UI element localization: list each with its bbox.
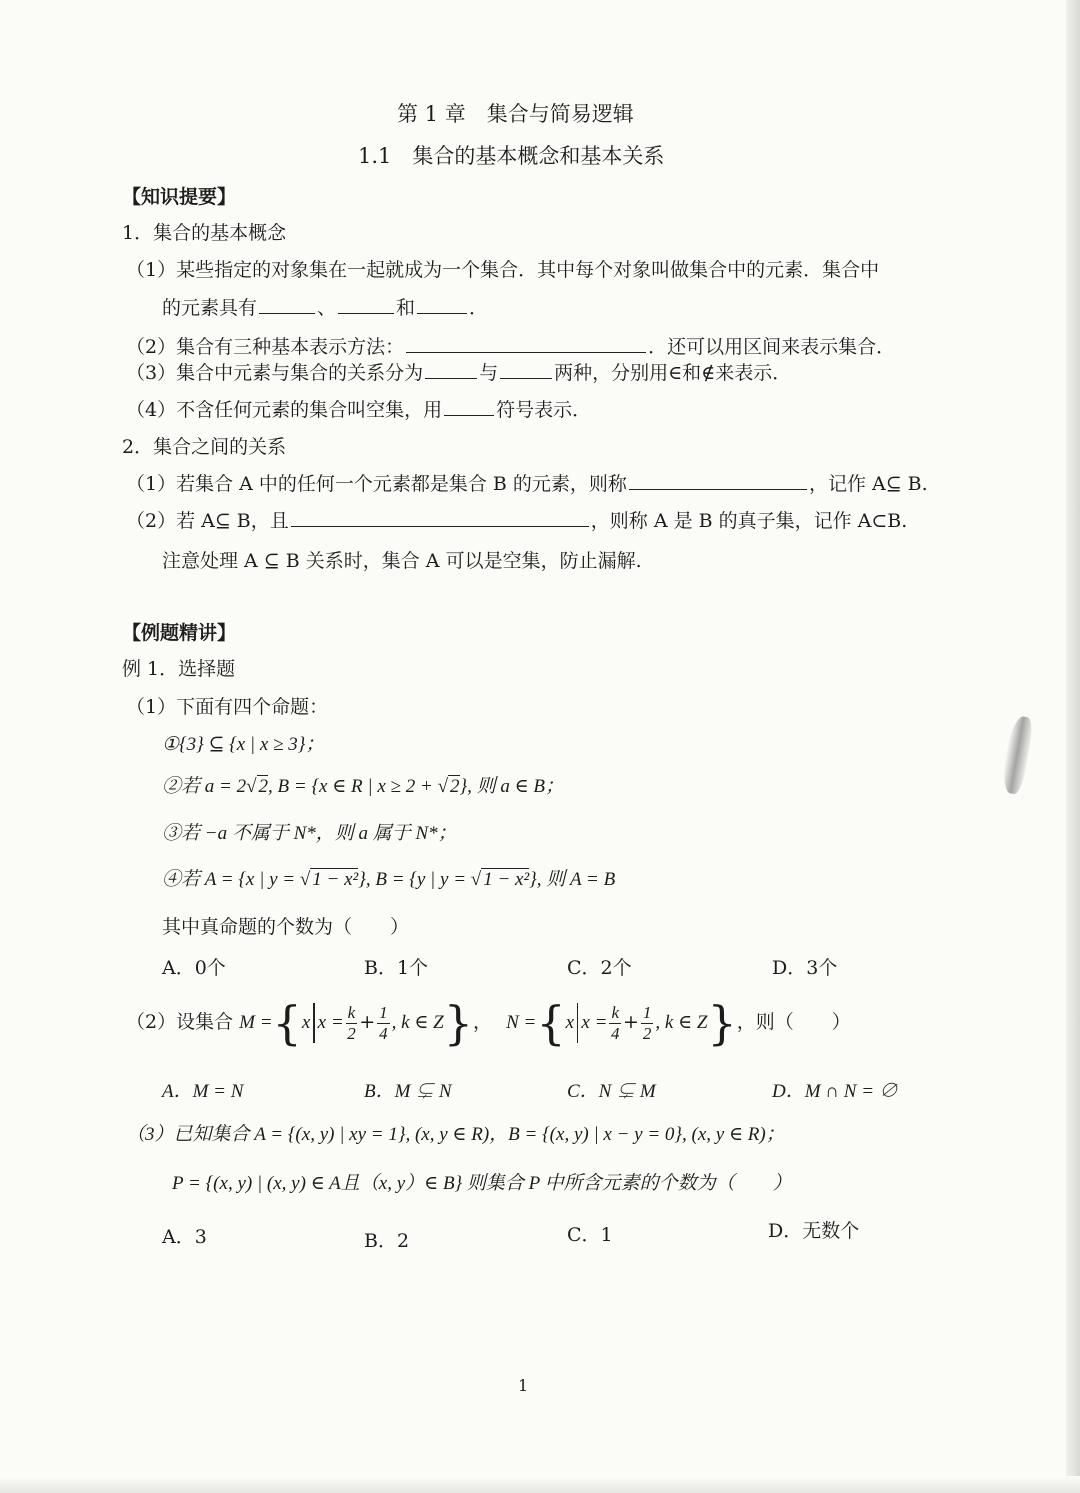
s1-p4-text-b: 符号表示．	[496, 399, 592, 421]
q2-m-frac2	[377, 1003, 390, 1043]
blank-2	[338, 297, 394, 314]
q2-n-lhs: N =	[506, 1012, 537, 1033]
frac-denominator: 4	[379, 1023, 388, 1043]
example-1-title: 例 1．选择题	[122, 658, 236, 680]
sqrt-sign: √	[299, 869, 311, 890]
frac-denominator: 4	[610, 1023, 620, 1043]
knowledge-heading: 【知识提要】	[122, 186, 237, 208]
page-bottom-shadow	[0, 1476, 1080, 1493]
q2-m-frac1	[346, 1003, 358, 1043]
q2-n-frac2	[641, 1003, 654, 1043]
q1-p4-e: }, 则 A = B	[529, 869, 616, 890]
q2-n-plus: +	[622, 1011, 639, 1033]
q2-sep: ，	[473, 1011, 493, 1033]
blank-9	[291, 510, 589, 527]
q3-option-d: D．无数个	[768, 1220, 860, 1242]
q1-ask: 其中真命题的个数为（ ）	[162, 916, 410, 938]
q2-option-d: D．M ∩ N = ∅	[772, 1081, 898, 1102]
q3-line-1: （3）已知集合 A = {(x, y) | xy = 1}, (x, y ∈ R)，B = {(x, y) | x − y = 0}, (x, y ∈ R)；	[126, 1124, 785, 1145]
blank-5	[425, 362, 477, 379]
frac-numerator: 1	[379, 1002, 388, 1022]
s1-p1-text-b: 、	[317, 297, 337, 319]
s2-p2-text-b: ，则称 A 是 B 的真子集，记作 A⊂B.	[590, 510, 908, 532]
q1-option-d: D．3个	[772, 957, 838, 979]
s1-p1-line1: （1）某些指定的对象集在一起就成为一个集合．其中每个对象叫做集合中的元素．集合中	[126, 259, 880, 281]
q2-n-tail: , k ∈ Z	[655, 1012, 708, 1033]
blank-8	[629, 473, 807, 490]
left-brace-icon: {	[272, 996, 302, 1050]
blank-7	[444, 399, 494, 416]
scan-smudge	[999, 715, 1034, 796]
q1-p2-a: ②若 a = 2	[162, 776, 247, 797]
s2-p1-text-b: ，记作 A⊆ B.	[808, 473, 928, 495]
s1-p1-text-c: 和	[396, 297, 416, 319]
q3-option-b: B．2	[364, 1230, 410, 1252]
s2-p1-text-a: （1）若集合 A 中的任何一个元素都是集合 B 的元素，则称	[126, 473, 627, 495]
q2-prefix: （2）设集合	[126, 1011, 234, 1033]
q2-m-tail: , k ∈ Z	[391, 1012, 444, 1033]
s1-p1-text-d: ．	[469, 297, 489, 319]
right-brace-icon: }	[707, 996, 737, 1050]
q1-p2-e: }, 则 a ∈ B；	[459, 776, 565, 797]
q2-option-c: C．N ⊊ M	[567, 1081, 656, 1102]
q2-n-var: x	[565, 1012, 575, 1033]
s2-p1	[126, 473, 928, 496]
set-bar	[313, 1003, 314, 1043]
frac-numerator: k	[347, 1002, 356, 1022]
s1-title: 1．集合的基本概念	[122, 222, 287, 244]
q1-proposition-2	[162, 776, 564, 799]
q1-p2-d: 2	[450, 776, 460, 797]
s1-p3-text-c: 两种，分别用∈和∉来表示．	[554, 362, 792, 384]
q1-p4-d: 1 − x²	[483, 869, 530, 890]
q2-m-eq: x =	[317, 1012, 344, 1033]
frac-denominator: 2	[642, 1023, 652, 1043]
sqrt-sign: √	[246, 776, 257, 797]
s2-note: 注意处理 A ⊆ B 关系时，集合 A 可以是空集，防止漏解.	[162, 550, 642, 572]
s1-p4-text-a: （4）不含任何元素的集合叫空集，用	[126, 399, 443, 421]
q1-proposition-1: ①{3} ⊆ {x | x ≥ 3}；	[162, 734, 325, 755]
s1-p1-text-a: 的元素具有	[162, 297, 258, 319]
s1-p2-text-a: （2）集合有三种基本表示方法：	[126, 336, 405, 358]
page-edge-shadow	[1066, 0, 1080, 1493]
q2-option-a: A．M = N	[162, 1081, 244, 1102]
frac-numerator: 1	[642, 1002, 652, 1022]
q1-p4-a: ④若 A = {x | y =	[162, 869, 300, 890]
frac-numerator: k	[611, 1002, 619, 1022]
q2-m-var: x	[301, 1012, 311, 1033]
q3-line-2: P = {(x, y) | (x, y) ∈ A且（x, y）∈ B} 则集合 P 中所含元素的个数为（ ）	[172, 1173, 792, 1194]
section-title: 1.1 集合的基本概念和基本关系	[358, 144, 665, 168]
q2-ask: ，则（ ）	[736, 1011, 851, 1033]
q1-p4-b: 1 − x²	[312, 869, 359, 890]
q1-proposition-4	[162, 869, 615, 892]
q1-intro: （1）下面有四个命题：	[126, 696, 329, 718]
s1-p2	[126, 336, 895, 359]
q3-option-a: A．3	[162, 1226, 207, 1248]
q1-p4-c: }, B = {y | y =	[358, 869, 471, 890]
s1-p4	[126, 399, 591, 422]
q2-n-frac1	[609, 1003, 621, 1043]
s1-p2-text-b: ．还可以用区间来表示集合．	[648, 336, 896, 358]
sqrt-sign: √	[437, 776, 448, 797]
blank-4	[406, 336, 646, 353]
blank-6	[500, 362, 552, 379]
q1-p2-c: , B = {x ∈ R | x ≥ 2 +	[268, 776, 438, 797]
examples-heading: 【例题精讲】	[122, 622, 237, 644]
chapter-title: 第 1 章 集合与简易逻辑	[397, 102, 634, 126]
blank-3	[417, 297, 467, 314]
s2-p2	[126, 510, 907, 533]
set-bar	[577, 1003, 578, 1043]
s2-p2-text-a: （2）若 A⊆ B，且	[126, 510, 289, 532]
s1-p3-text-b: 与	[479, 362, 499, 384]
q1-option-c: C．2个	[567, 957, 632, 979]
q3-option-c: C．1	[567, 1224, 613, 1246]
q1-option-a: A．0个	[162, 957, 226, 979]
q2-option-b: B．M ⊊ N	[364, 1081, 452, 1102]
q2-n-eq: x =	[581, 1012, 608, 1033]
blank-1	[259, 297, 315, 314]
q1-proposition-3: ③若 −a 不属于 N*，则 a 属于 N*；	[162, 823, 457, 844]
s1-p1-line2	[162, 297, 488, 320]
page-number: 1	[518, 1376, 529, 1395]
s2-title: 2．集合之间的关系	[122, 436, 287, 458]
q2-statement	[126, 992, 851, 1053]
right-brace-icon: }	[443, 996, 473, 1050]
sqrt-sign: √	[470, 869, 482, 890]
q1-p2-b: 2	[258, 776, 269, 797]
q1-option-b: B．1个	[364, 957, 429, 979]
frac-denominator: 2	[347, 1023, 356, 1043]
s1-p3	[126, 362, 791, 385]
s1-p3-text-a: （3）集合中元素与集合的关系分为	[126, 362, 424, 384]
q2-m-lhs: M =	[239, 1012, 273, 1033]
q2-m-plus: +	[359, 1011, 376, 1033]
left-brace-icon: {	[536, 996, 566, 1050]
